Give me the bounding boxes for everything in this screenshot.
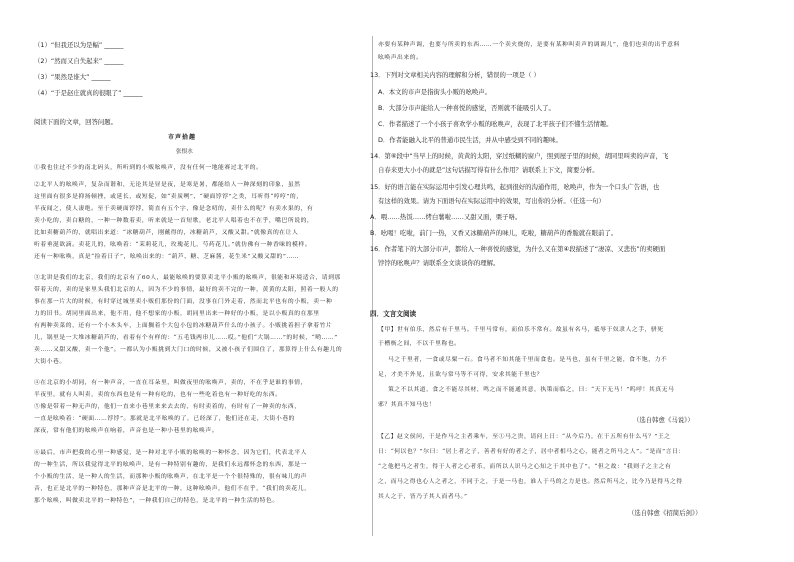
jia-line: 于槽枥之间，不以千里称也。 xyxy=(378,341,461,347)
question-2: （2）“然而又自失起来” ______ xyxy=(34,57,124,65)
jia-line: 马之千里者，一食或尽粟一石。食马者不知其能千里而食也。是马也，虽有千里之能，食不饱，力不 xyxy=(388,357,668,363)
left-column xyxy=(0,0,378,562)
paragraph-line: 有两种卖菜的，还有一个小木头车，上面搁着个大包小包的冰糖葫芦什么的小孩子。小贩挑着担子拿着竹片 xyxy=(34,323,333,329)
paragraph-line: 那个吆唤，叫做卖北平的一种特色”，一种我们自己的特色，是北平的一种生活的特色。 xyxy=(34,498,279,504)
yi-line: 其人之于，皆乃子其人而者马。” xyxy=(378,494,468,500)
q15-option-b: B．吆喝！吃啦，前门一热，又香又冰糖葫芦的味儿，吃啦，糖葫芦的香脆就在眼前了。 xyxy=(370,229,618,237)
paragraph-line: 带着天的，卖的是家里头我们北京的人，因为不少的事情，最好的卖不完的一种，黄黄的太阳，照着一般人的 xyxy=(34,287,339,293)
paragraph-line: 半夜里，就有人叫卖，卖的东西也是有一种有吃的，也有一些吃着也有一种好吃的东西。 xyxy=(34,392,282,398)
question-1: （1）“但我还以为是幅” ______ xyxy=(34,41,124,49)
jia-line: 邪？其真不知马也！ xyxy=(378,402,436,408)
paragraph-line: 儿，锅里是一大堆冰糖葫芦的，看着有个有样的：“五毛钱两串儿……哎。”他们“大锅……”的时候，“哟……” xyxy=(34,335,338,341)
paragraph-line: 听着垂涎欲滴。卖花儿的，吆唤着：“茉莉花儿，玫瑰花儿，芍药花儿。”就仿佛有一种香味的模样。 xyxy=(34,242,312,248)
yi-line: “之他把马之者生，得于人者之心者乐，而所以人识马之心知之于其中也了”。“但之故：“我则子之主之有 xyxy=(378,464,672,470)
q13-option-d: D．作者能融入北平的普通市民生活，并从中感受到不同的趣味。 xyxy=(378,136,562,144)
yi-line: 之，而马之得也心人之者之，不同于之，于是一马也，谁人于马的之力是也。然后所马之，比今乃是得马之得 xyxy=(378,479,683,485)
article-author: 张恨水 xyxy=(176,149,193,155)
yi-source: （选自韩愈《招简后剑》） xyxy=(628,509,702,517)
paragraph-line: 力的旧书。胡同里面出来，他不用，他不想家的小贩，胡同里出来一种好的小贩，是以小贩真的在那里 xyxy=(34,311,320,317)
paragraph-line: 的一种生活，所以我觉得北平的吆唤声，是有一种特别有趣的，是我们永远都怀念的东西，那是一 xyxy=(34,462,307,468)
paragraph-line: ⑤像是带着一种无声的，他们一直来小巷里来来去去的，有时卖着的，有时有了一种卖的东西， xyxy=(34,404,301,410)
section-4-heading: 四．文言文阅读 xyxy=(370,310,417,318)
paragraph-line: 音，也正是北平的一种特色，那种声音是北平的一种，这种吆唤声，他们不在乎，“我们的卖花儿， xyxy=(34,486,311,492)
paragraph-line: 卖……又甜又酸，卖一个他”。一都认为小贩挑到大门口的时候，又被小孩子们围住了，那算得上什么有趣儿的 xyxy=(34,347,343,353)
question-16-line: 16．作者笔下的大部分市声，都给人一种喜悦的感觉，为什么又在第④段描述了“凄凉、又悲伤”的卖硬面 xyxy=(370,245,666,253)
question-15-line: 有这样的效果。请为下面语句在实际运用中的效果，写出你的分析。（任选一句） xyxy=(378,197,605,205)
paragraph-line: ⑥最后，市声把我的心里一种感觉，是一种对北平小贩的吆唤的一种怀念，因为它们，代表北平人 xyxy=(34,450,307,456)
jia-line: 策之不以其道，食之不能尽其材，鸣之而不能通其意，执策而临之，曰：“天下无马！”呜呼！其真无马 xyxy=(388,387,675,393)
question-14-line: 自春来更大小小的就是”这句话描写得有什么作用？请联系上下文，简要分析。 xyxy=(378,166,599,174)
paragraph-line: 事在那一片大的时候，有时穿过城里卖小贩们那份的门面，没事在门外走着，然而北平也有的小贩，卖一种 xyxy=(34,299,333,305)
question-4: （4）“于是赵庄就真的很眼了” ______ xyxy=(34,89,143,97)
paragraph-line: 卖小吃的，卖白糖的，一种一种数着卖，听来就是一首短歌，老北平人唱着也不在乎，嘴巴所说的， xyxy=(34,218,314,224)
question-3: （3）“果然是谁大” ______ xyxy=(34,73,111,81)
yi-line: 日：“何以也？”尔曰：“居上者之子，善者有好的者之子，居中者相马之心，能者之所马之人”。“是而”言日： xyxy=(378,449,685,455)
paragraph-line: 深夜，常有他们的吆唤声在响着，声音也是一种小巷里的吆唤声。 xyxy=(34,428,219,434)
continuation-line: 亦要有某种声调，也要与所卖的东西……一个卖火烧的，是要有某种叫卖声的调调儿”，他们也卖的出乎意料 xyxy=(378,42,680,48)
continuation-line: 吆唤声出来的。 xyxy=(378,55,423,61)
q13-option-b: B．大部分市声能给人一种喜悦的感觉，否则就不能吸引人了。 xyxy=(378,104,555,112)
paragraph-line: 一直是吆唤着：“硬面……饽饽”。那就是北平吆唤的了，已经深了，他们还在走，大街小巷的 xyxy=(34,416,295,422)
paragraph-line: 还有一种吆唤，真是“捡着日子”，吆唤出来的：“葫芦、糖、芝麻酱，花生米”又酸又甜的”…… xyxy=(34,254,300,260)
reading-intro: 阅读下面的文章，回答问题。 xyxy=(34,118,118,126)
right-column xyxy=(370,0,794,562)
article-title: 市声拾趣 xyxy=(168,134,197,141)
jia-line: 足，才美不外见，且欲与常马等不可得，安求其能千里也？ xyxy=(378,372,544,378)
q13-option-a: A．本文的市声是指街头小贩的吆唤声。 xyxy=(378,88,492,96)
q15-option-a: A．喂……热饭……烤白薯啦……又甜又面，栗子咯。 xyxy=(370,213,522,221)
paragraph-line: 个小贩的生活，是一种人的生活，而那种小贩的吆唤声，在北平是一个个很特殊的，很有味儿的声 xyxy=(34,474,307,480)
paragraph-line: ①我也住过不少的南北码头，所听到的小贩吆唤声，没有任何一地能赛过北平的。 xyxy=(34,165,263,171)
paragraph-line: ③北讲是我们的北京，我们的北京有了60人，最能吆唤的要算卖北平小贩的吆唤声，很能和环境适合，请到那 xyxy=(34,275,341,281)
question-16-line: 饽饽的吆唤声？请联系全文谈谈你的理解。 xyxy=(378,259,500,267)
paragraph-line: 这里面有很多是抑扬顿挫，或延长，或短促，如“卖炭咧”、“硬面饽饽”之类，耳听得“哼哼”的， xyxy=(34,194,303,200)
yi-line: 【乙】赵文侯问，于是作马之主者乘车，至①马之贵，请问上日：“从今后乃，在于五所有什么马？”王之 xyxy=(378,434,671,440)
jia-line: 【甲】世有伯乐，然后有千里马。千里马常有，而伯乐不常有。故虽有名马，祗辱于奴隶人之手，骈死 xyxy=(378,327,664,333)
question-14-line: 14．第⑥段中“当早上的时候，黄黄的太阳，穿过纸糊的窗户，照到屋子里的时候，胡同里叫卖的声音，飞 xyxy=(370,152,669,160)
question-13: 13．下列对文章相关内容的理解和分析，错误的一项是（ ） xyxy=(370,71,540,79)
paragraph-line: ④在北京的小胡同，有一种声音，一直在耳朵里，叫做夜里的吆唤声，卖的，不在乎是谁的事情， xyxy=(34,380,307,386)
paragraph-line: 比如卖糖葫芦的，就唱出来道：“冰糖葫芦，刚蘸得的，冰糖葫芦，又酸又甜。”就像真的在让人 xyxy=(34,230,299,236)
paragraph-line: 大街小巷。 xyxy=(34,359,66,365)
paragraph-line: ②北平人的吆唤声，复杂而谐和，无论其是昼是夜，是寒是暑，都能给人一种深刻的印象，虽然 xyxy=(34,182,301,188)
paragraph-line: 半夜闻之，使人凄绝。至于卖硬面饽饽，简直有五个字，像是念叨的，卖什么的呢？有卖水果的，有 xyxy=(34,206,314,212)
q13-option-c: C．作者描述了一个小孩子喜欢学小贩的吆唤声，表现了北平孩子们不懂生活情趣。 xyxy=(378,120,613,128)
jia-source: （选自韩愈《马说》） xyxy=(633,416,694,424)
question-15-line: 15．好的语言能在实际运用中引发心理共鸣，起到很好的沟通作用，吆唤声，作为一个口头广告语，也 xyxy=(370,183,660,191)
